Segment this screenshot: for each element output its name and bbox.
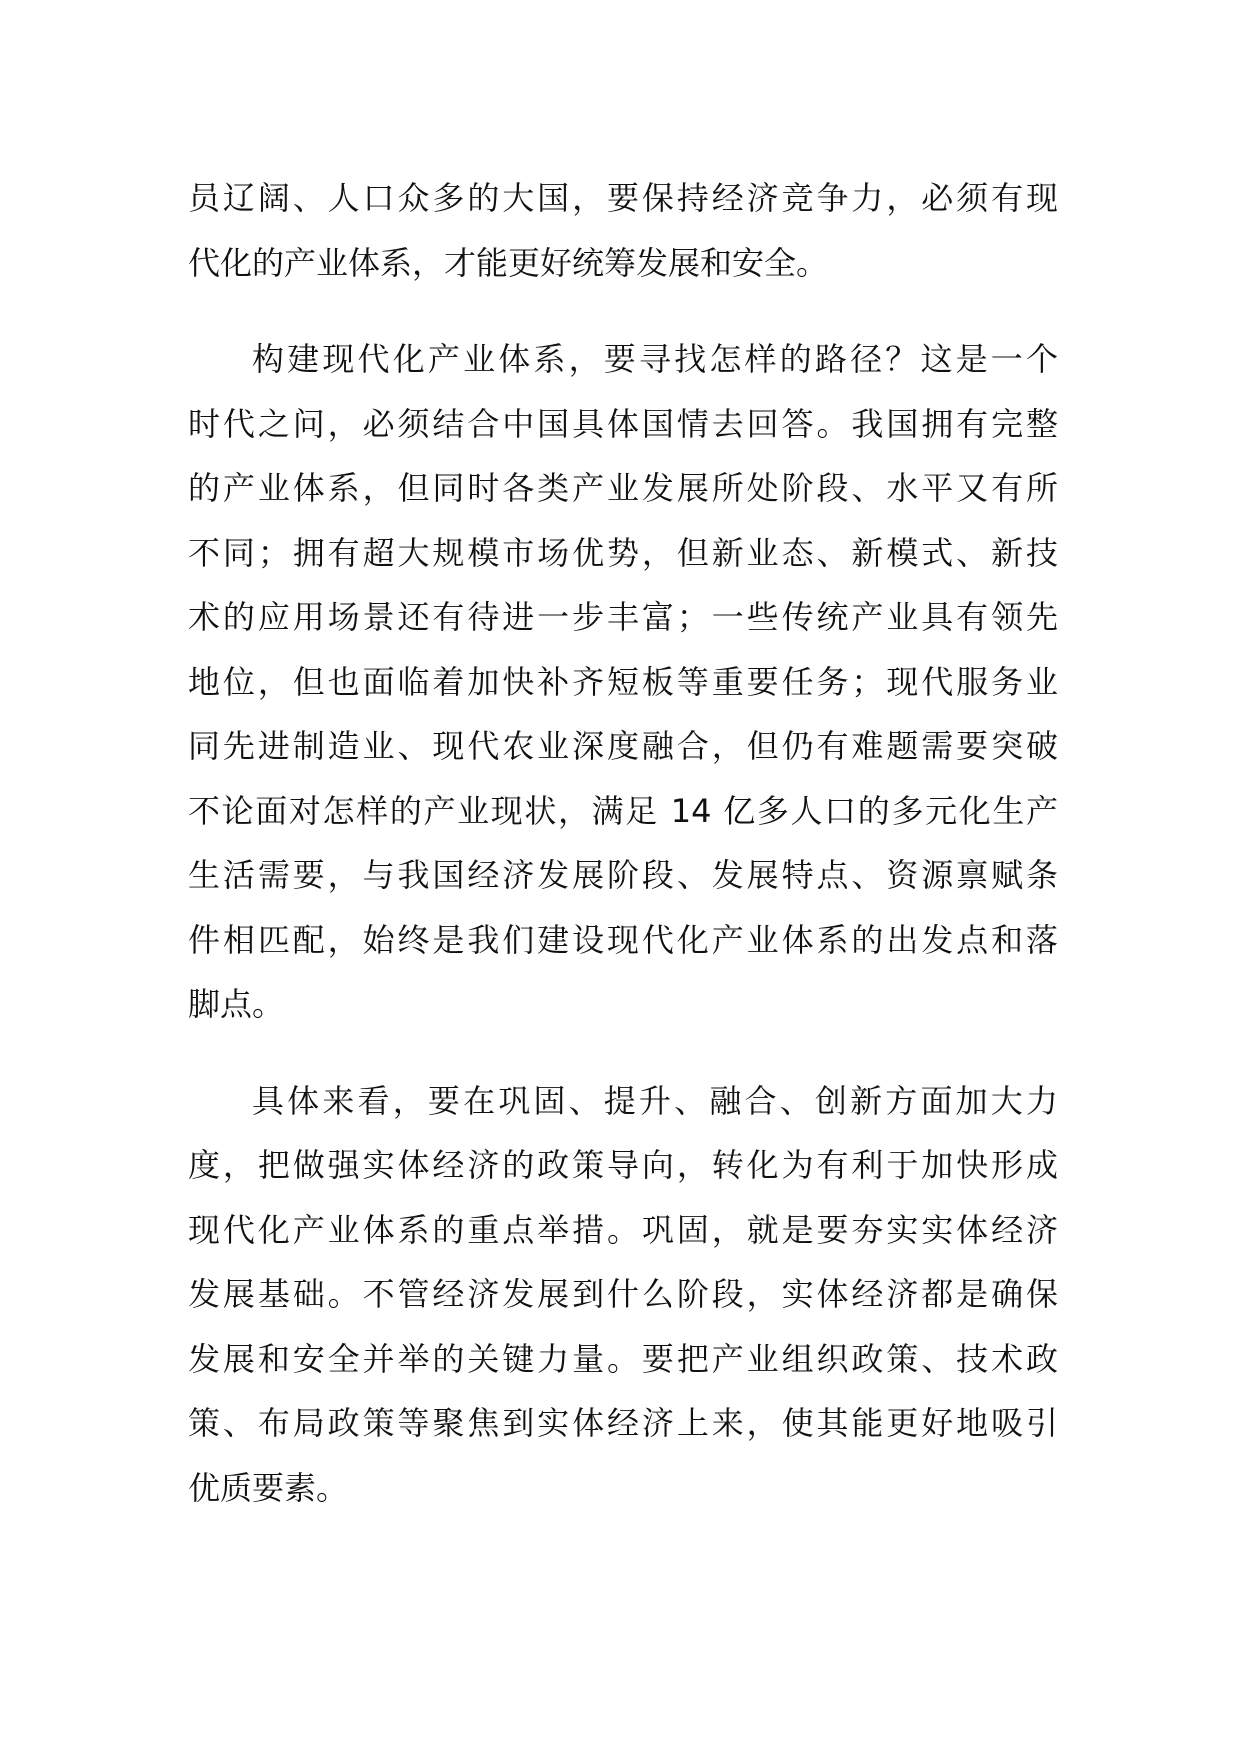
text-line: 不论面对怎样的产业现状，满足 14 亿多人口的多元化生产 <box>188 791 1058 830</box>
text-line: 代化的产业体系，才能更好统筹发展和安全。 <box>188 243 829 282</box>
text-line: 具体来看，要在巩固、提升、融合、创新方面加大力 <box>252 1081 1058 1120</box>
text-line: 不同；拥有超大规模市场优势，但新业态、新模式、新技 <box>188 533 1058 572</box>
text-line: 度，把做强实体经济的政策导向，转化为有利于加快形成 <box>188 1146 1058 1184</box>
text-line: 发展和安全并举的关键力量。要把产业组织政策、技术政 <box>188 1339 1058 1378</box>
text-line: 构建现代化产业体系，要寻找怎样的路径？这是一个 <box>252 340 1058 378</box>
paragraph-1 <box>188 166 1058 295</box>
text-line: 时代之问，必须结合中国具体国情去回答。我国拥有完整 <box>188 404 1058 443</box>
paragraph-2 <box>188 327 1058 1037</box>
text-line: 生活需要，与我国经济发展阶段、发展特点、资源禀赋条 <box>188 856 1058 894</box>
text-line: 的产业体系，但同时各类产业发展所处阶段、水平又有所 <box>188 469 1058 507</box>
text-line: 件相匹配，始终是我们建设现代化产业体系的出发点和落 <box>188 920 1058 959</box>
text-line: 地位，但也面临着加快补齐短板等重要任务；现代服务业 <box>188 662 1058 701</box>
text-line: 脚点。 <box>188 985 285 1023</box>
text-line: 策、布局政策等聚焦到实体经济上来，使其能更好地吸引 <box>188 1404 1058 1442</box>
text-line: 术的应用场景还有待进一步丰富；一些传统产业具有领先 <box>188 598 1058 636</box>
document-body <box>188 166 1058 1552</box>
text-line: 员辽阔、人口众多的大国，要保持经济竞争力，必须有现 <box>188 179 1058 217</box>
paragraph-3 <box>188 1069 1058 1521</box>
text-line: 发展基础。不管经济发展到什么阶段，实体经济都是确保 <box>188 1275 1058 1313</box>
text-line: 同先进制造业、现代农业深度融合，但仍有难题需要突破 <box>188 727 1058 765</box>
text-line: 现代化产业体系的重点举措。巩固，就是要夯实实体经济 <box>188 1210 1058 1249</box>
text-line: 优质要素。 <box>188 1468 349 1507</box>
